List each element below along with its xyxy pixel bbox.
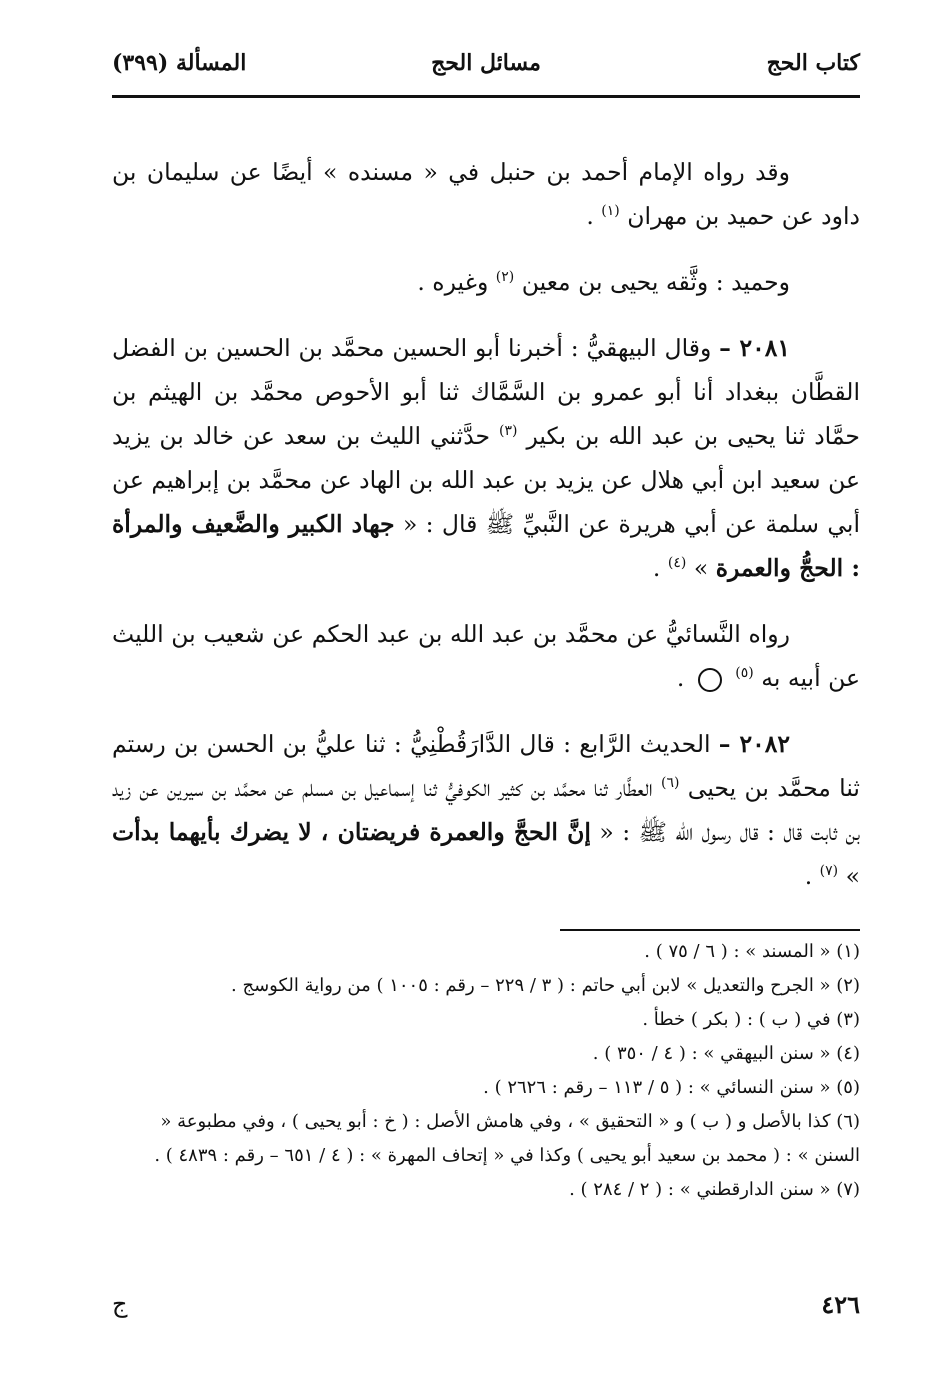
paragraph-1: وقد رواه الإمام أحمد بن حنبل في « مسنده » أيضًا عن سليمان بن داود عن حميد بن مهران $^{(١)}$ .: [112, 158, 860, 230]
main-text: [112, 150, 860, 898]
page-number: ٤٢٦: [821, 1290, 860, 1319]
hadith-text: إنَّ الحجَّ والعمرة فريضتان ، لا يضرك بأيهما بدأت: [112, 818, 591, 846]
paragraph-hadith-2082: ٢٠٨٢ – الحديث الرَّابع : قال الدَّارَقُطْنِيُّ : ثنا عليُّ بن الحسن بن رستم ثنا محمَّد بن يحيى $^{(٦)}$ العطَّار ثنا محمَّد بن كثير الكوفيُّ ثنا إسماعيل بن مسلم عن محمَّد بن سيرين عن زيد بن ثابت قال : قال رسول الله ﷺ : « إنَّ الحجَّ والعمرة فريضتان ، لا يضرك بأيهما بدأت » $^{(٧)}$ .: [112, 730, 860, 890]
footnote-5: (٥) « سنن النسائي » : ( ٥ / ١١٣ – رقم : ٢٦٢٦ ) .: [483, 1077, 860, 1098]
footnote-ref-6[interactable]: (٦): [660, 775, 680, 792]
footnotes: [112, 935, 860, 1207]
header-book-title: كتاب الحج: [766, 50, 860, 76]
running-header: [112, 46, 860, 96]
header-chapter-title: مسائل الحج: [431, 50, 541, 76]
section-end-circle-icon: [698, 668, 722, 692]
header-divider: [112, 95, 860, 98]
paragraph-4: رواه النَّسائيُّ عن محمَّد بن عبد الله بن عبد الحكم عن شعيب بن الليث عن أبيه به $^{(٥)}$ .: [112, 620, 860, 692]
footnote-2: (٢) « الجرح والتعديل » لابن أبي حاتم : ( ٣ / ٢٢٩ – رقم : ١٠٠٥ ) من رواية الكوسج .: [231, 975, 860, 996]
footnote-3: (٣) في ( ب ) : ( بكر ) خطأ .: [642, 1009, 860, 1030]
volume-signature: ج: [112, 1290, 128, 1318]
footnote-ref-2[interactable]: (٢): [495, 269, 515, 286]
footnote-4: (٤) « سنن البيهقي » : ( ٤ / ٣٥٠ ) .: [592, 1043, 860, 1064]
hadith-number: ٢٠٨٢ –: [718, 730, 790, 758]
paragraph-2: وحميد : وثَّقه يحيى بن معين $^{(٢)}$ وغيره .: [417, 268, 790, 296]
hadith-text: جهاد الكبير والضَّعيف والمرأة : الحجُّ والعمرة: [112, 510, 860, 582]
paragraph-hadith-2081: ٢٠٨١ – وقال البيهقيُّ : أخبرنا أبو الحسين محمَّد بن الحسين بن الفضل القطَّان ببغداد أنا أبو عمرو بن السَّمَّاك ثنا أبو الأحوص محمَّد بن الهيثم بن حمَّاد ثنا يحيى بن عبد الله بن بكير $^{(٣)}$ حدَّثني الليث بن سعد عن خالد بن يزيد عن سعيد ابن أبي هلال عن يزيد بن عبد الله بن الهاد عن محمَّد بن إبراهيم عن أبي سلمة عن أبي هريرة عن النَّبيِّ ﷺ قال : « جهاد الكبير والضَّعيف والمرأة : الحجُّ والعمرة » $^{(٤)}$ .: [112, 334, 861, 582]
footnote-7: (٧) « سنن الدارقطني » : ( ٢ / ٢٨٤ ) .: [569, 1179, 860, 1200]
footnote-ref-7[interactable]: (٧): [819, 863, 839, 880]
header-issue-number: المسألة (٣٩٩): [112, 50, 247, 76]
footnote-ref-1[interactable]: (١): [601, 203, 620, 220]
footnote-6: (٦) كذا بالأصل و ( ب ) و « التحقيق » ، وفي هامش الأصل : ( خ : أبو يحيى ) ، وفي مطبوعة « السنن » : ( محمد بن سعيد أبو يحيى ) وكذا في « إتحاف المهرة » : ( ٤ / ٦٥١ – رقم : ٤٨٣٩ ) .: [154, 1111, 860, 1166]
footnote-1: (١) « المسند » : ( ٦ / ٧٥ ) .: [644, 941, 860, 962]
footnote-ref-3[interactable]: (٣): [499, 423, 518, 440]
hadith-number: ٢٠٨١ –: [719, 334, 790, 362]
page-footer: [112, 1290, 860, 1330]
footnote-ref-4[interactable]: (٤): [667, 555, 687, 572]
footnote-ref-5[interactable]: (٥): [735, 665, 754, 682]
footnote-divider: [560, 929, 860, 931]
